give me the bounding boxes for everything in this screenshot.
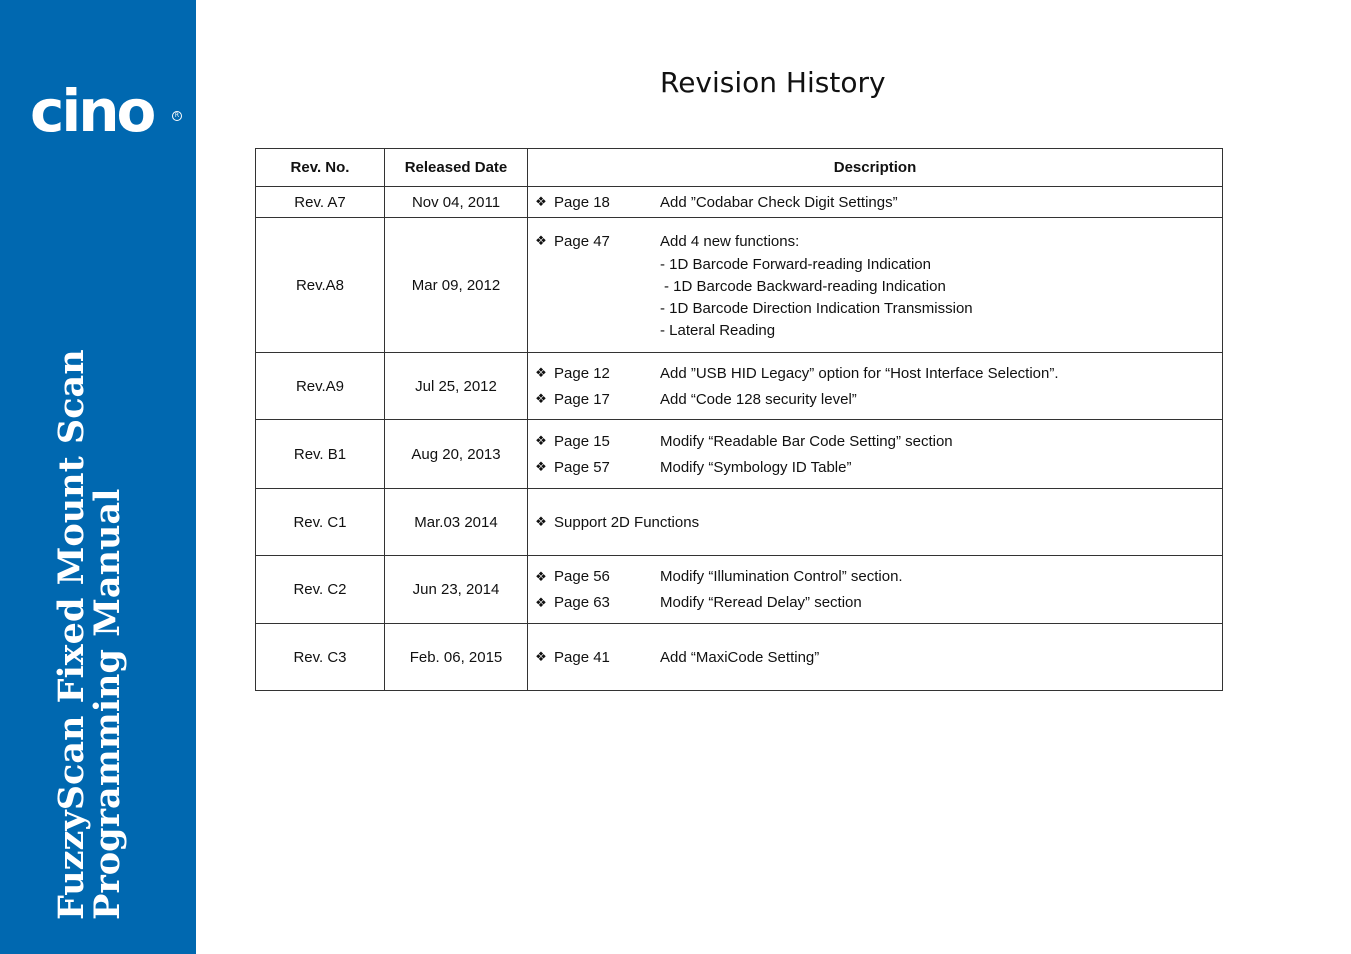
rev-number: Rev. C1 <box>256 489 385 556</box>
change-text: Add “MaxiCode Setting” <box>660 648 820 666</box>
description-cell <box>528 353 1223 420</box>
description-item <box>528 509 1222 535</box>
table-row <box>256 624 1223 691</box>
table-row <box>256 420 1223 489</box>
page-ref: Page 15 <box>554 432 610 450</box>
rev-number: Rev.A8 <box>256 218 385 353</box>
description-item <box>528 228 1222 254</box>
diamond-bullet-icon: ❖ <box>535 568 547 584</box>
description-item <box>528 644 1222 670</box>
registered-mark-icon: R <box>172 111 182 121</box>
rev-number: Rev. B1 <box>256 420 385 489</box>
release-date: Jul 25, 2012 <box>385 353 528 420</box>
cino-logo: cino <box>30 77 154 145</box>
rev-number: Rev. A7 <box>256 187 385 218</box>
revision-table <box>255 148 1223 691</box>
description-item <box>528 189 1222 215</box>
diamond-bullet-icon: ❖ <box>535 649 547 664</box>
diamond-bullet-icon: ❖ <box>535 194 547 209</box>
page-ref: Page 12 <box>554 364 610 382</box>
description-cell <box>528 187 1223 218</box>
description-cell <box>528 624 1223 691</box>
page-ref: Page 41 <box>554 648 610 666</box>
diamond-bullet-icon: ❖ <box>535 365 547 380</box>
release-date: Jun 23, 2014 <box>385 556 528 624</box>
change-text: Support 2D Functions <box>554 513 700 531</box>
change-text: Modify “Symbology ID Table” <box>660 458 852 476</box>
change-text: Modify “Reread Delay” section <box>660 594 862 611</box>
page-ref: Page 56 <box>554 568 610 585</box>
release-date: Aug 20, 2013 <box>385 420 528 489</box>
page-ref: Page 47 <box>554 232 610 250</box>
description-item <box>528 590 1222 616</box>
sub-item: - 1D Barcode Direction Indication Transmission <box>660 300 973 317</box>
table-row <box>256 489 1223 556</box>
release-date: Nov 04, 2011 <box>385 187 528 218</box>
diamond-bullet-icon: ❖ <box>535 233 547 248</box>
page-ref: Page 18 <box>554 193 610 211</box>
release-date: Feb. 06, 2015 <box>385 624 528 691</box>
description-cell <box>528 420 1223 489</box>
page-ref: Page 57 <box>554 458 610 476</box>
table-row <box>256 556 1223 624</box>
description-item <box>528 360 1222 386</box>
sidebar <box>0 0 196 954</box>
description-item <box>528 386 1222 412</box>
description-cell <box>528 556 1223 624</box>
change-text: Add “Code 128 security level” <box>660 390 857 408</box>
description-item <box>528 454 1222 480</box>
rev-number: Rev.A9 <box>256 353 385 420</box>
table-row <box>256 187 1223 218</box>
page-title: Revision History <box>660 66 886 99</box>
diamond-bullet-icon: ❖ <box>535 459 547 474</box>
rev-number: Rev. C3 <box>256 624 385 691</box>
diamond-bullet-icon: ❖ <box>535 433 547 448</box>
page-ref: Page 63 <box>554 594 610 611</box>
table-row <box>256 218 1223 353</box>
table-header-row <box>256 149 1223 187</box>
manual-title-line1: FuzzyScan Fixed Mount Scan <box>51 349 92 920</box>
diamond-bullet-icon: ❖ <box>535 391 547 406</box>
header-rev-no: Rev. No. <box>256 149 385 187</box>
description-cell <box>528 218 1223 353</box>
rev-number: Rev. C2 <box>256 556 385 624</box>
description-item <box>528 428 1222 454</box>
release-date: Mar 09, 2012 <box>385 218 528 353</box>
header-released-date: Released Date <box>385 149 528 187</box>
diamond-bullet-icon: ❖ <box>535 514 547 529</box>
change-text: Modify “Readable Bar Code Setting” section <box>660 432 953 450</box>
description-cell <box>528 489 1223 556</box>
change-text: Add ”Codabar Check Digit Settings” <box>660 193 898 211</box>
description-item <box>528 564 1222 590</box>
sub-item: - 1D Barcode Forward-reading Indication <box>660 256 931 273</box>
table-row <box>256 353 1223 420</box>
manual-title-line2: Programming Manual <box>87 488 128 920</box>
header-description: Description <box>528 149 1223 187</box>
page-ref: Page 17 <box>554 390 610 408</box>
sub-item: - 1D Barcode Backward-reading Indication <box>664 278 946 295</box>
manual-title <box>51 349 128 920</box>
sub-item: - Lateral Reading <box>660 322 776 339</box>
change-text: Add 4 new functions: <box>660 232 800 250</box>
release-date: Mar.03 2014 <box>385 489 528 556</box>
diamond-bullet-icon: ❖ <box>535 594 547 610</box>
change-text: Modify “Illumination Control” section. <box>660 568 903 585</box>
change-text: Add ”USB HID Legacy” option for “Host Interface Selection”. <box>660 364 1059 382</box>
